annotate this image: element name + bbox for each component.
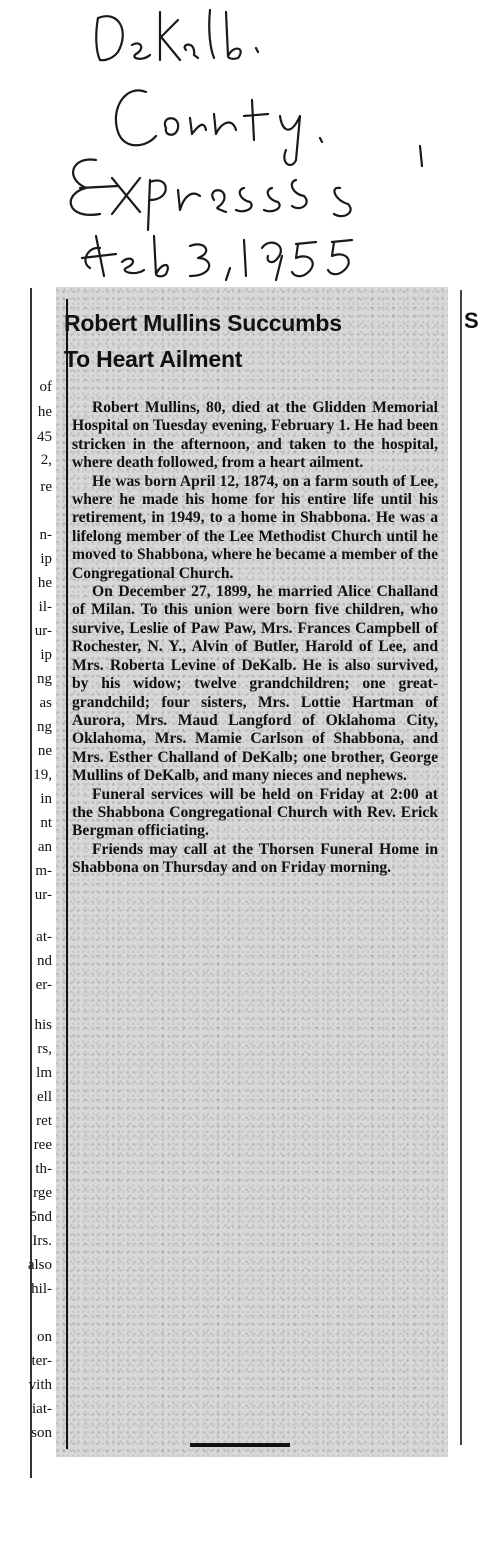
left-column-fragment: lm: [36, 1065, 52, 1081]
clipping-left-border: [66, 299, 68, 1449]
left-column-fragment: re: [40, 479, 52, 495]
left-column-fragment: of: [39, 379, 52, 395]
left-column-fragment: 2,: [40, 452, 52, 468]
left-column-fragment: as: [39, 695, 52, 711]
handwriting-line-dekalb: [96, 10, 258, 60]
left-column-fragment: il-: [38, 599, 52, 615]
left-column-fragment: ter-: [31, 1353, 52, 1369]
left-column-fragment: ur-: [34, 623, 52, 639]
column-rule-left: [30, 288, 32, 1478]
left-column-fragment: rge: [33, 1185, 52, 1201]
left-column-fragment: Irs.: [32, 1233, 52, 1249]
newspaper-clipping: [56, 287, 448, 1457]
paragraph-visitation: Friends may call at the Thorsen Funeral Home in Shabbona on Thursday and on Friday morning.: [72, 840, 438, 877]
column-rule-right: [460, 290, 462, 1445]
handwritten-annotation: [0, 0, 475, 290]
left-column-fragment: nd: [37, 953, 52, 969]
left-column-fragment: ne: [37, 743, 52, 759]
left-column-fragment: er-: [35, 977, 52, 993]
left-column-fragment: n-: [39, 527, 52, 543]
left-column-fragment: ip: [40, 647, 52, 663]
left-column-fragment: son: [31, 1425, 52, 1441]
left-column-fragment: ng: [37, 719, 52, 735]
left-column-fragment: at-: [36, 929, 52, 945]
left-column-fragment: he: [37, 404, 52, 420]
adjacent-column-left: [0, 288, 52, 1498]
left-column-fragment: vith: [28, 1377, 52, 1393]
left-column-fragment: ell: [37, 1089, 52, 1105]
left-column-fragment: ree: [33, 1137, 52, 1153]
headline-line-1: Robert Mullins Succumbs: [64, 310, 342, 336]
left-column-fragment: ur-: [34, 887, 52, 903]
paragraph-death: Robert Mullins, 80, died at the Glidden Memorial Hospital on Tuesday evening, February 1. He had been stricken in the afternoon, and taken to the hospital, where death followed, from a heart ailment.: [72, 399, 438, 472]
left-column-fragment: hil-: [31, 1281, 52, 1297]
handwriting-line-county: [116, 90, 322, 165]
left-column-fragment: 45: [37, 429, 52, 445]
left-column-fragment: ret: [36, 1113, 52, 1129]
left-column-fragment: th-: [35, 1161, 52, 1177]
left-column-fragment: ip: [40, 551, 52, 567]
left-column-fragment: rs,: [37, 1041, 52, 1057]
left-column-fragment: nt: [40, 815, 52, 831]
left-column-fragment: also: [27, 1257, 52, 1273]
left-column-fragment: his: [34, 1017, 52, 1033]
article-end-rule: [190, 1443, 290, 1447]
left-column-fragment: in: [40, 791, 52, 807]
left-column-fragment: 19,: [33, 767, 52, 783]
left-column-fragment: ng: [37, 671, 52, 687]
left-column-fragment: m-: [35, 863, 52, 879]
left-column-fragment: an: [37, 839, 52, 855]
paragraph-biography: He was born April 12, 1874, on a farm south of Lee, where he made his home for his entire life until his retirement, in 1949, to a home in Shabbona. He was a lifelong member of the Lee Methodist Church until he moved to Shabbona, where he became a member of the Congregational Church.: [72, 472, 438, 582]
left-column-fragment: he: [37, 575, 52, 591]
right-column-fragment: S: [464, 308, 479, 333]
handwriting-line-date: [82, 146, 422, 280]
left-column-fragment: iat-: [32, 1401, 52, 1417]
left-column-fragment: 5nd: [29, 1209, 52, 1225]
article-headline: [64, 305, 444, 377]
adjacent-column-right: [458, 290, 479, 1450]
article-body: [72, 399, 438, 878]
paragraph-family: On December 27, 1899, he married Alice Challand of Milan. To this union were born five children, who survive, Leslie of Paw Paw, Mrs. Frances Campbell of Rochester, N. Y., Alvin of Butler, Harold of Lee, and Mrs. Roberta Levine of DeKalb. He is also survived, by his widow; twelve grandchildren; one great-grandchild; four sisters, Mrs. Lottie Hartman of Aurora, Mrs. Maud Langford of Oklahoma City, Oklahoma, Mrs. Mamie Carlson of Shabbona, and Mrs. Esther Challand of DeKalb; one brother, George Mullins of DeKalb, and many nieces and nephews.: [72, 583, 438, 785]
paragraph-funeral: Funeral services will be held on Friday at 2:00 at the Shabbona Congregational Church with Rev. Erick Bergman officiating.: [72, 785, 438, 840]
left-column-fragment: on: [37, 1329, 52, 1345]
handwriting-line-express: [71, 160, 351, 230]
headline-line-2: To Heart Ailment: [64, 346, 243, 372]
